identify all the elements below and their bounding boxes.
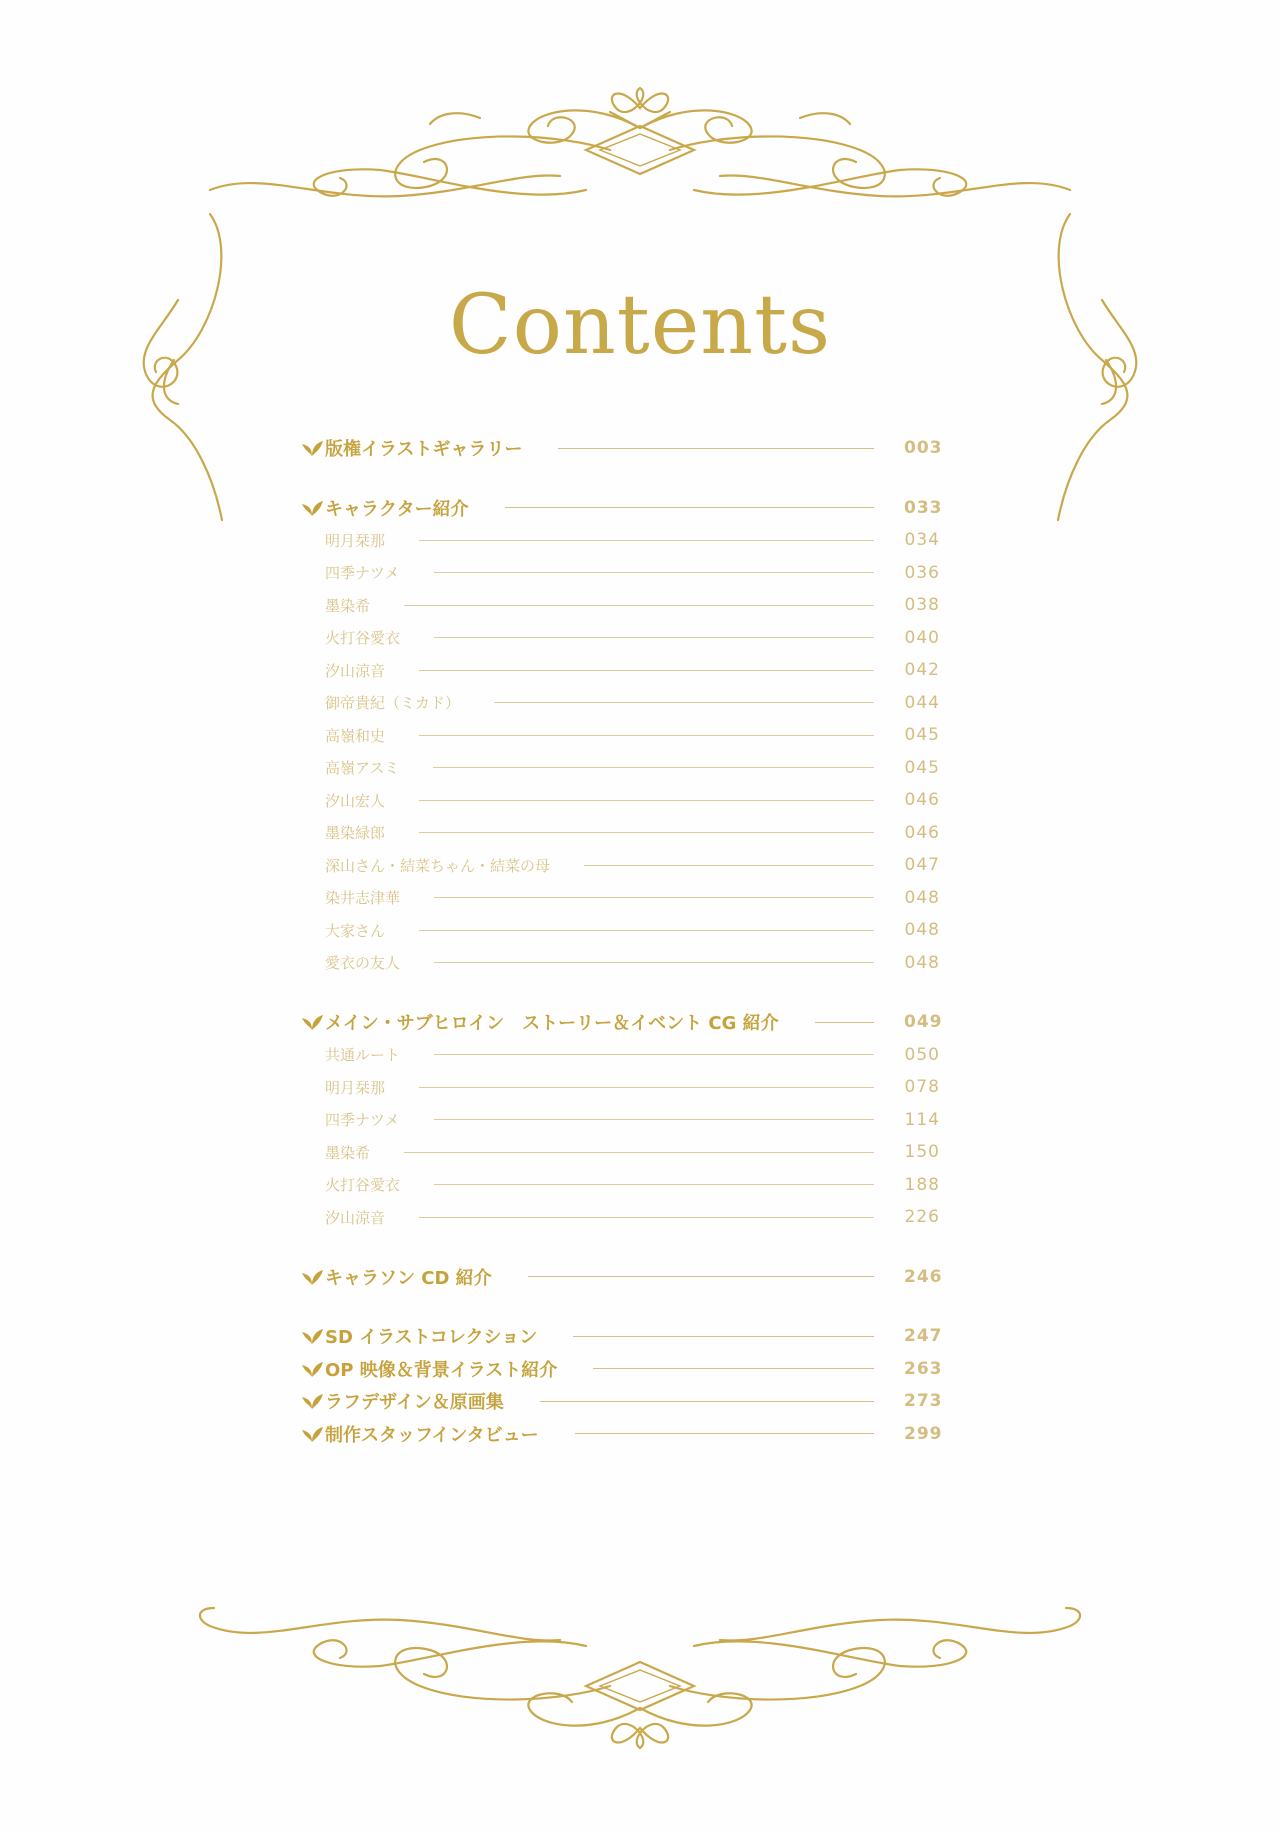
toc-entry[interactable] xyxy=(300,947,940,980)
leader-rule xyxy=(419,735,874,736)
toc-entry[interactable] xyxy=(300,817,940,850)
toc-entry-page: 048 xyxy=(904,887,940,908)
page-title: Contents xyxy=(448,278,832,373)
toc-entry-page: 247 xyxy=(904,1326,943,1347)
toc-entry-page: 045 xyxy=(904,725,940,746)
leader-rule xyxy=(434,962,874,963)
leader-rule xyxy=(419,832,874,833)
toc-entry-page: 273 xyxy=(904,1391,943,1412)
toc-entry[interactable] xyxy=(300,1136,940,1169)
toc-entry-label: 深山さん・結菜ちゃん・結菜の母 xyxy=(325,856,551,875)
toc-entry[interactable] xyxy=(300,654,940,687)
toc-entry-page: 044 xyxy=(904,692,940,713)
toc-entry-page: 040 xyxy=(904,627,940,648)
leader-rule xyxy=(434,1054,874,1055)
toc-entry-page: 038 xyxy=(904,595,940,616)
toc-entry-label: 染井志津華 xyxy=(325,889,401,908)
toc-entry-page: 033 xyxy=(904,497,943,518)
toc-entry-label: 明月栞那 xyxy=(325,531,386,550)
toc-section xyxy=(300,1261,943,1294)
toc-entry[interactable] xyxy=(300,1104,940,1137)
toc-entry-page: 150 xyxy=(904,1142,940,1163)
leaf-bullet-icon xyxy=(300,1267,324,1287)
toc-section xyxy=(300,492,943,980)
leader-rule xyxy=(505,507,874,508)
table-of-contents xyxy=(300,432,943,1477)
toc-entry[interactable] xyxy=(300,492,943,525)
toc-entry-page: 003 xyxy=(904,438,943,459)
leader-rule xyxy=(528,1276,874,1277)
toc-entry-label: SD イラストコレクション xyxy=(325,1327,538,1349)
leader-rule xyxy=(433,767,874,768)
toc-entry[interactable] xyxy=(300,589,940,622)
leaf-bullet-icon xyxy=(300,498,324,518)
leader-rule xyxy=(419,1217,874,1218)
toc-entry-page: 034 xyxy=(904,530,940,551)
leader-rule xyxy=(815,1022,874,1023)
toc-entry-page: 036 xyxy=(904,562,940,583)
toc-entry[interactable] xyxy=(300,1006,943,1039)
toc-entry-label: 火打谷愛衣 xyxy=(325,629,401,648)
leader-rule xyxy=(540,1401,874,1402)
toc-entry[interactable] xyxy=(300,1353,943,1386)
toc-entry-page: 263 xyxy=(904,1358,943,1379)
toc-entry-label: 高嶺アスミ xyxy=(325,759,400,778)
leader-rule xyxy=(404,605,874,606)
leader-rule xyxy=(434,1119,874,1120)
toc-entry-page: 188 xyxy=(904,1174,940,1195)
toc-entry-label: 汐山宏人 xyxy=(325,791,386,810)
toc-entry[interactable] xyxy=(300,914,940,947)
toc-entry-label: キャラソン CD 紹介 xyxy=(325,1267,492,1289)
toc-entry-page: 078 xyxy=(904,1077,940,1098)
toc-entry-label: 墨染希 xyxy=(325,596,371,615)
toc-entry-label: 墨染緑郎 xyxy=(325,824,386,843)
toc-entry-page: 047 xyxy=(904,855,940,876)
toc-entry[interactable] xyxy=(300,1169,940,1202)
toc-entry-label: 版権イラストギャラリー xyxy=(325,439,523,461)
leader-rule xyxy=(584,865,874,866)
toc-entry-label: OP 映像＆背景イラスト紹介 xyxy=(325,1359,558,1381)
leaf-bullet-icon xyxy=(300,1424,324,1444)
leaf-bullet-icon xyxy=(300,1012,324,1032)
leader-rule xyxy=(434,897,874,898)
toc-entry-page: 048 xyxy=(904,952,940,973)
toc-entry[interactable] xyxy=(300,1071,940,1104)
toc-entry-label: 共通ルート xyxy=(325,1046,401,1065)
leader-rule xyxy=(419,800,874,801)
toc-entry[interactable] xyxy=(300,1261,943,1294)
toc-entry[interactable] xyxy=(300,752,940,785)
toc-entry[interactable] xyxy=(300,524,940,557)
toc-entry-page: 050 xyxy=(904,1044,940,1065)
leader-rule xyxy=(494,702,874,703)
toc-entry-page: 114 xyxy=(904,1109,940,1130)
toc-entry-label: 墨染希 xyxy=(325,1143,371,1162)
leader-rule xyxy=(434,637,874,638)
toc-entry[interactable] xyxy=(300,687,940,720)
toc-entry-label: 汐山涼音 xyxy=(325,1208,386,1227)
leader-rule xyxy=(419,540,874,541)
toc-entry[interactable] xyxy=(300,1418,943,1451)
toc-entry[interactable] xyxy=(300,1039,940,1072)
toc-entry-label: 汐山涼音 xyxy=(325,661,386,680)
toc-entry-page: 226 xyxy=(904,1207,940,1228)
toc-entry-label: 御帝貴紀（ミカド） xyxy=(325,694,461,713)
toc-entry-label: 四季ナツメ xyxy=(325,564,400,583)
toc-entry-page: 045 xyxy=(904,757,940,778)
toc-entry[interactable] xyxy=(300,882,940,915)
toc-entry[interactable] xyxy=(300,1320,943,1353)
toc-entry[interactable] xyxy=(300,1385,943,1418)
toc-entry-page: 299 xyxy=(904,1423,943,1444)
leaf-bullet-icon xyxy=(300,1326,324,1346)
leader-rule xyxy=(575,1433,874,1434)
toc-entry-page: 049 xyxy=(904,1012,943,1033)
leaf-bullet-icon xyxy=(300,1391,324,1411)
toc-entry-label: 明月栞那 xyxy=(325,1078,386,1097)
toc-entry-label: ラフデザイン＆原画集 xyxy=(325,1392,504,1414)
toc-entry-label: 高嶺和史 xyxy=(325,726,386,745)
leader-rule xyxy=(558,448,874,449)
toc-entry-label: 大家さん xyxy=(325,921,386,940)
leader-rule xyxy=(593,1368,874,1369)
toc-entry-page: 046 xyxy=(904,822,940,843)
leader-rule xyxy=(419,670,874,671)
toc-entry[interactable] xyxy=(300,719,940,752)
toc-entry-page: 046 xyxy=(904,790,940,811)
toc-entry-page: 042 xyxy=(904,660,940,681)
toc-entry-label: メイン・サブヒロイン ストーリー＆イベント CG 紹介 xyxy=(325,1013,779,1035)
leader-rule xyxy=(434,572,874,573)
toc-entry-label: キャラクター紹介 xyxy=(325,498,469,520)
toc-entry-label: 制作スタッフインタビュー xyxy=(325,1424,539,1446)
leader-rule xyxy=(419,930,874,931)
toc-section xyxy=(300,1006,943,1234)
toc-entry-label: 愛衣の友人 xyxy=(325,954,401,973)
toc-entry-page: 246 xyxy=(904,1266,943,1287)
leader-rule xyxy=(573,1336,874,1337)
leaf-bullet-icon xyxy=(300,1359,324,1379)
toc-section xyxy=(300,1320,943,1450)
leader-rule xyxy=(434,1184,874,1185)
toc-entry[interactable] xyxy=(300,1201,940,1234)
toc-entry[interactable] xyxy=(300,849,940,882)
toc-entry-label: 火打谷愛衣 xyxy=(325,1176,401,1195)
toc-entry[interactable] xyxy=(300,557,940,590)
leaf-bullet-icon xyxy=(300,438,324,458)
toc-entry[interactable] xyxy=(300,784,940,817)
toc-entry-page: 048 xyxy=(904,920,940,941)
leader-rule xyxy=(419,1087,874,1088)
toc-entry[interactable] xyxy=(300,622,940,655)
toc-entry-label: 四季ナツメ xyxy=(325,1111,400,1130)
toc-section xyxy=(300,432,943,465)
toc-entry[interactable] xyxy=(300,432,943,465)
leader-rule xyxy=(404,1152,874,1153)
